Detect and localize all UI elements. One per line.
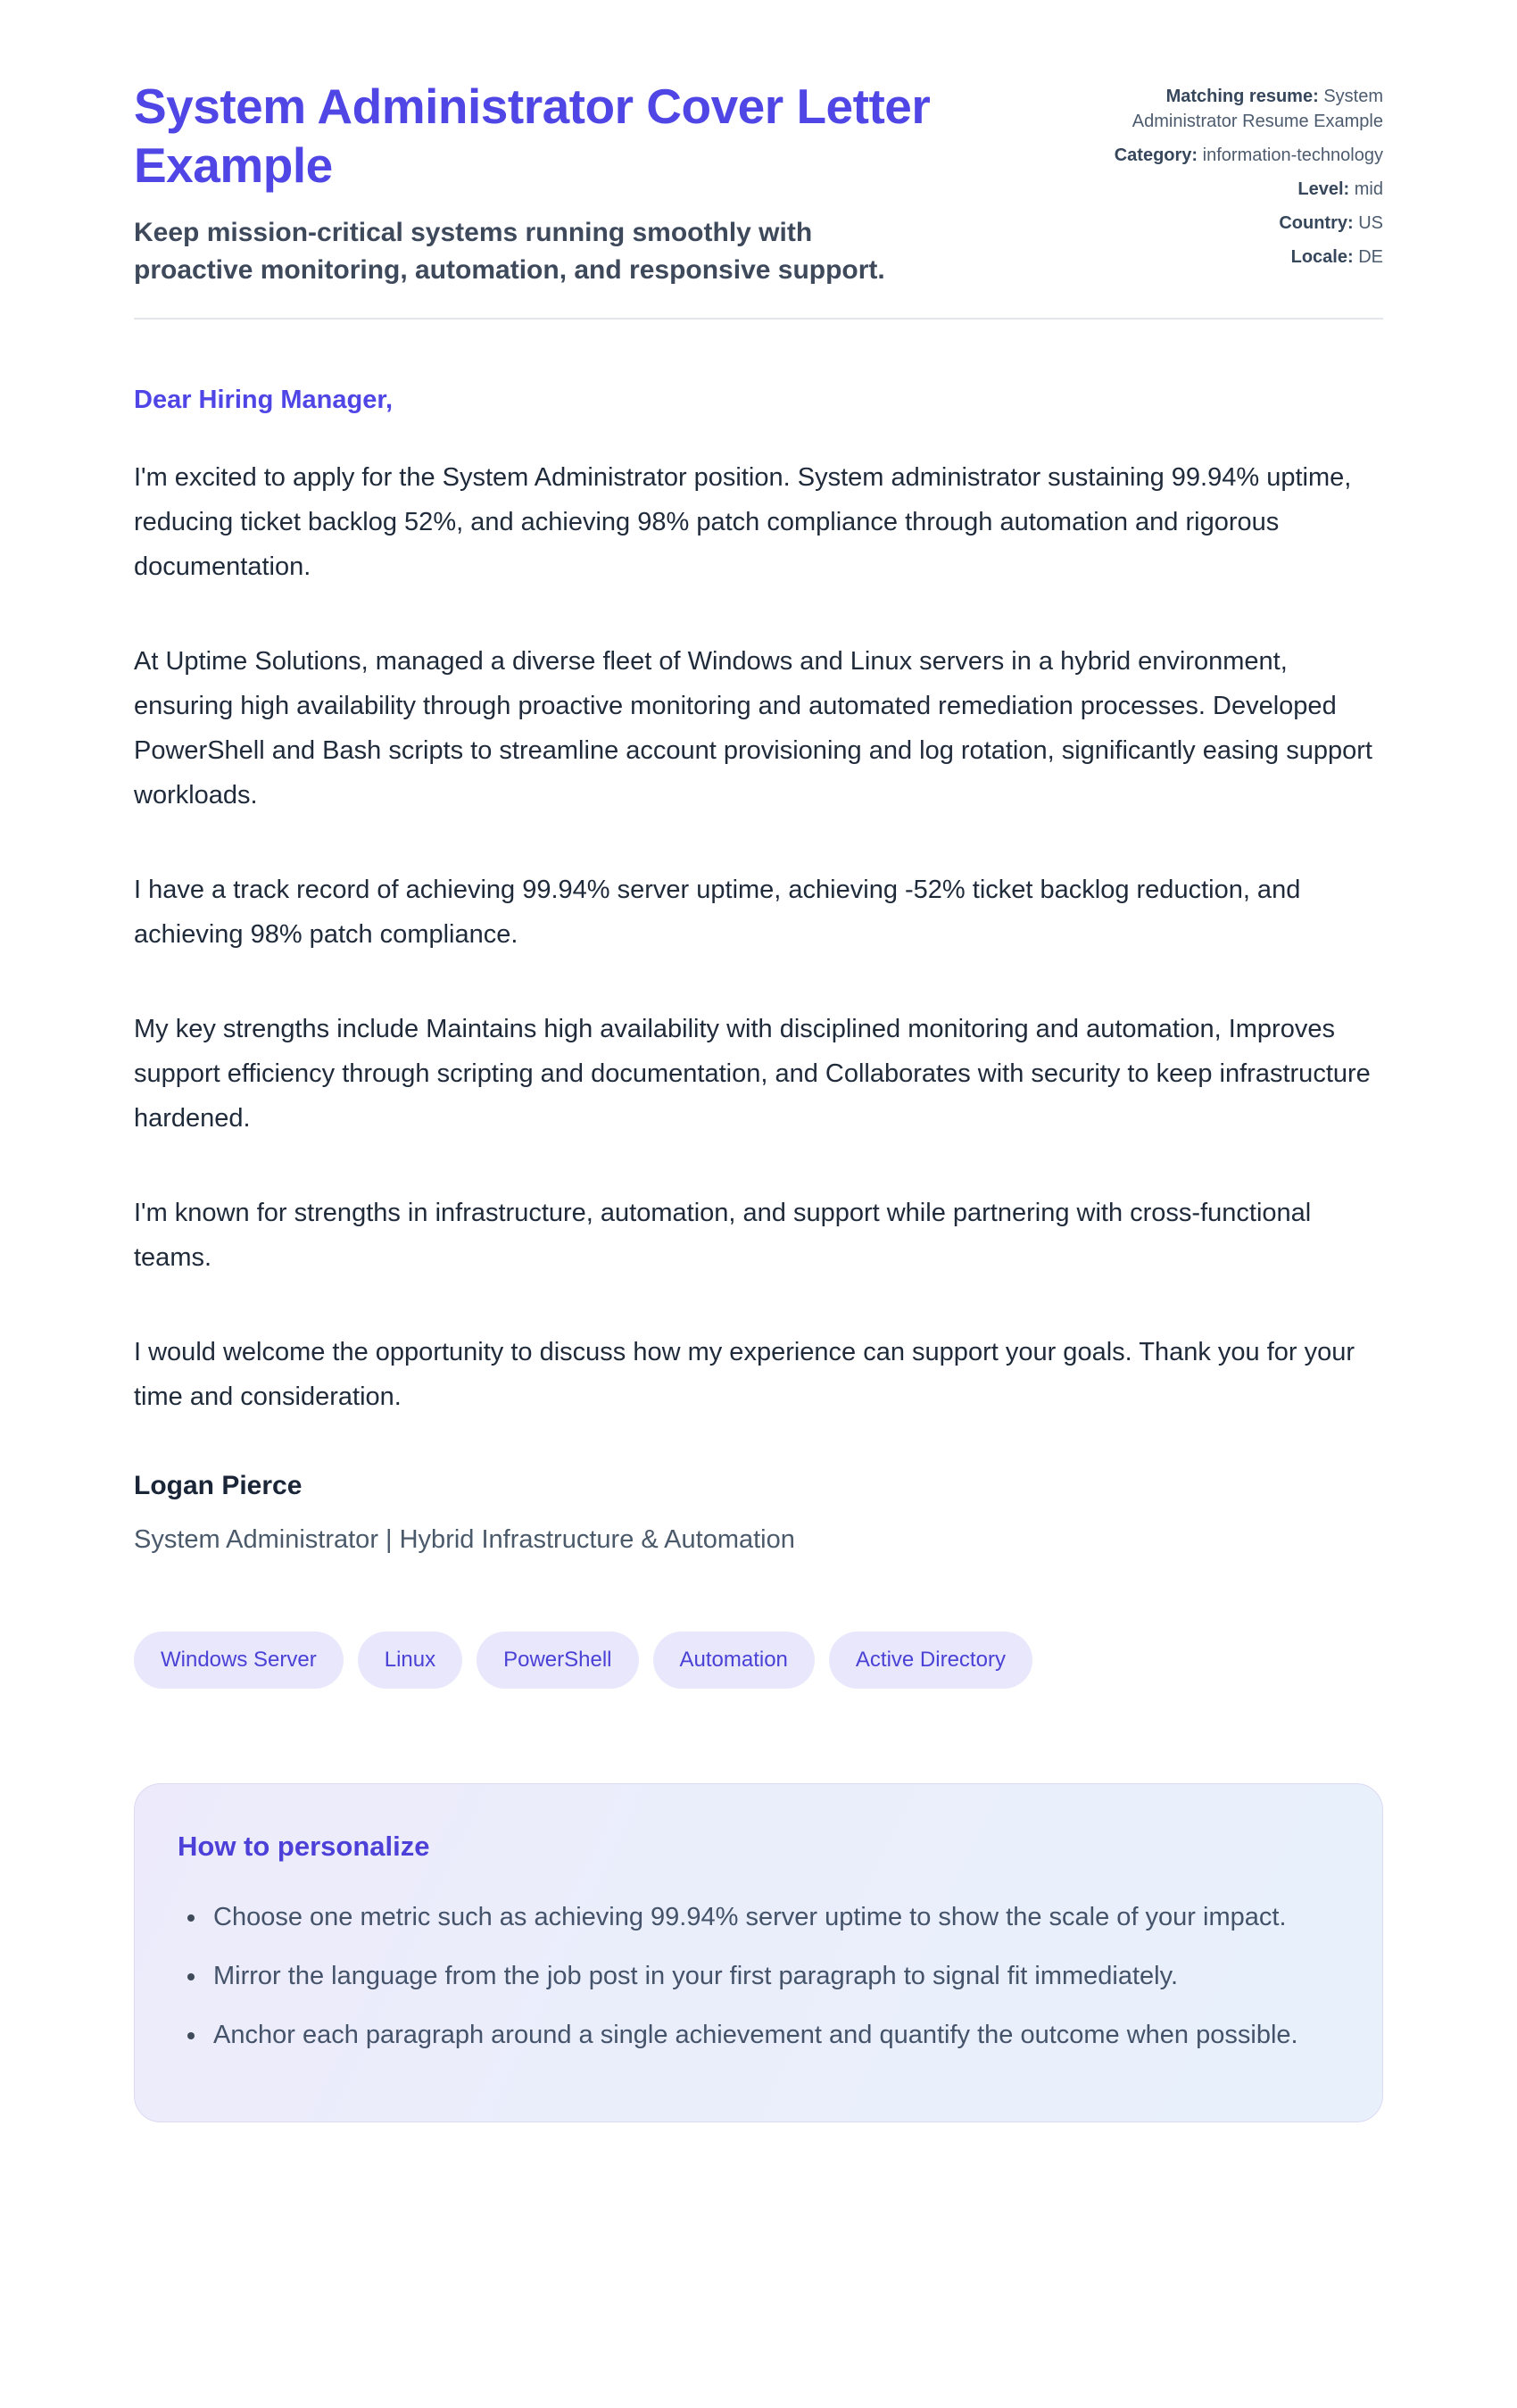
page-subtitle: Keep mission-critical systems running smoothly with proactive monitoring, automation, and responsive support.: [134, 218, 885, 285]
body-paragraph: I'm excited to apply for the System Administrator position. System administrator sustaining 99.94% uptime, reducing ticket backlog 52%, and achieving 98% patch compliance through automation and rigorous documentation.: [134, 463, 1352, 581]
meta-value: System Administrator Resume Example: [1132, 87, 1383, 131]
meta-label: Level:: [1297, 179, 1350, 199]
signature-role: System Administrator | Hybrid Infrastructure & Automation: [134, 1525, 795, 1554]
meta-item-matching-resume: [1089, 84, 1383, 134]
personalize-title: How to personalize: [178, 1831, 430, 1862]
personalize-tip: • Mirror the language from the job post in your first paragraph to signal fit immediately.: [208, 1954, 1332, 1998]
meta-value: DE: [1358, 247, 1383, 267]
tag-pill: Automation: [653, 1632, 815, 1689]
resume-meta: [1089, 77, 1383, 278]
signature-name: Logan Pierce: [134, 1471, 303, 1500]
personalize-tip: • Choose one metric such as achieving 99.94% server uptime to show the scale of your impact.: [208, 1895, 1332, 1939]
meta-value: US: [1358, 213, 1383, 233]
meta-label: Matching resume:: [1165, 87, 1319, 106]
body-paragraph: I would welcome the opportunity to discuss how my experience can support your goals. Thank you for your time and consideration.: [134, 1338, 1355, 1411]
body-paragraph: My key strengths include Maintains high availability with disciplined monitoring and automation, Improves support efficiency through scripting and documentation, and Collaborates with security to keep infrastructure hardened.: [134, 1015, 1371, 1133]
page-header: [134, 0, 1383, 289]
personalize-card: [134, 1783, 1383, 2122]
meta-value: information-technology: [1202, 145, 1383, 165]
personalize-tips: [178, 1895, 1339, 2057]
body-paragraph: I'm known for strengths in infrastructure, automation, and support while partnering with cross-functional teams.: [134, 1199, 1312, 1272]
title-block: [134, 77, 955, 289]
skill-tags: [134, 1632, 1383, 1689]
meta-label: Category:: [1114, 145, 1198, 165]
tag-pill: Active Directory: [829, 1632, 1032, 1689]
tag-pill: Windows Server: [134, 1632, 344, 1689]
body-paragraph: I have a track record of achieving 99.94% server uptime, achieving -52% ticket backlog reduction, and achieving 98% patch compliance.: [134, 876, 1301, 949]
personalize-tip: • Anchor each paragraph around a single achievement and quantify the outcome when possible.: [208, 2013, 1332, 2057]
header-divider: [134, 318, 1383, 320]
letter-body: [134, 455, 1383, 1419]
meta-value: mid: [1354, 179, 1383, 199]
signature-block: [134, 1469, 1383, 1557]
meta-item-category: [1089, 143, 1383, 168]
meta-item-locale: [1089, 245, 1383, 270]
tag-pill: Linux: [358, 1632, 462, 1689]
letter-greeting: Dear Hiring Manager,: [134, 386, 394, 414]
meta-label: Country:: [1279, 213, 1354, 233]
meta-item-country: [1089, 211, 1383, 236]
page-title: System Administrator Cover Letter Example: [134, 79, 931, 193]
tag-pill: PowerShell: [477, 1632, 638, 1689]
meta-item-level: [1089, 177, 1383, 202]
body-paragraph: At Uptime Solutions, managed a diverse fleet of Windows and Linux servers in a hybrid environment, ensuring high availability through proactive monitoring and automated remediation processes. Developed PowerShell and Bash scripts to streamline account provisioning and log rotation, significantly easing support workloads.: [134, 647, 1372, 810]
meta-label: Locale:: [1290, 247, 1354, 267]
